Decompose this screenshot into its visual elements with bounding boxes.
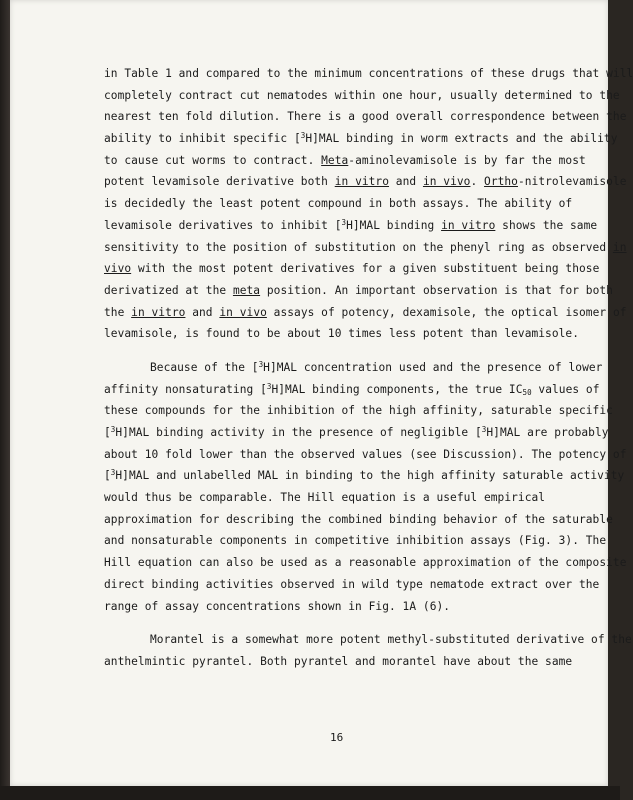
text-line: the in vitro and in vivo assays of potency, dexamisole, the optical isomer of <box>104 305 627 319</box>
scan-border-left <box>0 0 10 800</box>
text-line: anthelmintic pyrantel. Both pyrantel and morantel have about the same <box>104 654 573 668</box>
text-line: and nonsaturable components in competitive inhibition assays (Fig. 3). The <box>104 534 607 548</box>
text-line: levamisole, is found to be about 10 times less potent than levamisole. <box>104 327 579 341</box>
text-line: completely contract cut nematodes within one hour, usually determined to the <box>104 88 620 102</box>
text-line: range of assay concentrations shown in Fig. 1A (6). <box>104 599 451 613</box>
text-line: Morantel is a somewhat more potent methyl-substituted derivative of the <box>150 633 632 647</box>
text-line: [$^3$H]MAL binding activity in the presence of negligible [$^3$H]MAL are probably <box>104 425 609 439</box>
text-line: to cause cut worms to contract. Meta-aminolevamisole is by far the most <box>104 153 586 167</box>
page-number: 16 <box>330 731 344 744</box>
text-line: is decidedly the least potent compound in both assays. The ability of <box>104 197 573 211</box>
document-page <box>10 0 633 786</box>
text-line: affinity nonsaturating [$^3$H]MAL binding components, the true $IC_{50}$ values of <box>104 381 600 397</box>
text-line: Hill equation can also be used as a reasonable approximation of the composite <box>104 556 627 570</box>
text-line: about 10 fold lower than the observed values (see Discussion). The potency of <box>104 447 627 461</box>
text-line: potent levamisole derivative both in vitro and in vivo. Ortho-nitrolevamisole <box>104 175 627 189</box>
scan-border-bottom <box>0 786 620 800</box>
text-line: direct binding activities observed in wild type nematode extract over the <box>104 577 600 591</box>
text-line: in Table 1 and compared to the minimum concentrations of these drugs that will <box>104 67 633 80</box>
text-line: levamisole derivatives to inhibit [$^3$H]MAL binding in vitro shows the same <box>104 217 598 232</box>
text-line: would thus be comparable. The Hill equation is a useful empirical <box>104 491 546 505</box>
text-line: ability to inhibit specific [$^3$H]MAL binding in worm extracts and the ability <box>104 131 618 146</box>
text-line: [$^3$H]MAL and unlabelled MAL in binding to the high affinity saturable activity <box>104 468 625 483</box>
text-line: approximation for describing the combined binding behavior of the saturable <box>104 512 613 526</box>
body-text <box>104 63 633 673</box>
text-line: derivatized at the meta position. An important observation is that for both <box>104 283 613 297</box>
text-line: sensitivity to the position of substitution on the phenyl ring as observed in <box>104 240 627 254</box>
text-line: nearest ten fold dilution. There is a good overall correspondence between the <box>104 110 627 124</box>
text-line: vivo with the most potent derivatives for a given substituent being those <box>104 262 600 276</box>
text-line: Because of the [$^3$H]MAL concentration used and the presence of lower <box>150 359 603 374</box>
text-line: these compounds for the inhibition of the high affinity, saturable specific <box>104 404 613 418</box>
